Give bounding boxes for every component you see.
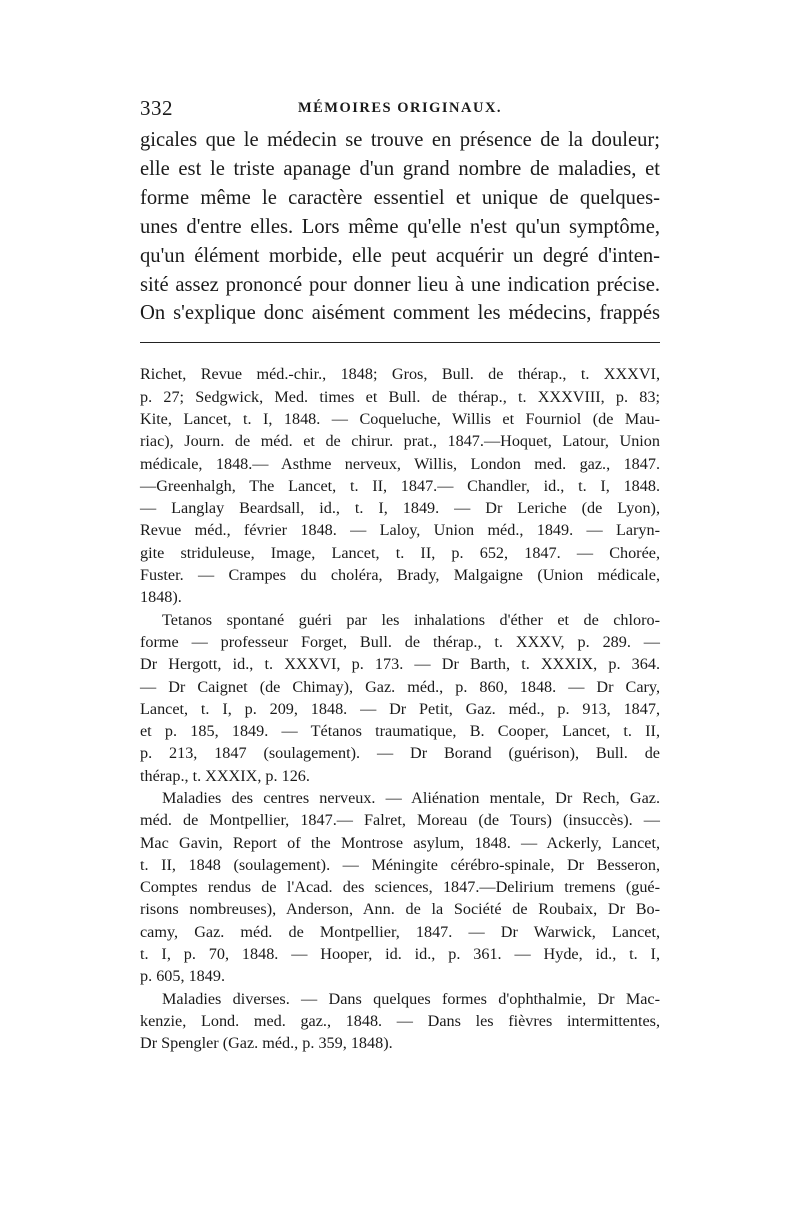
footnote-line: —Greenhalgh, The Lancet, t. II, 1847.— Chandler, id., t. I, 1848.	[140, 476, 660, 495]
text-line: gicales que le médecin se trouve en présence de la douleur;	[140, 129, 660, 151]
running-title: MÉMOIRES ORIGINAUX.	[297, 100, 503, 116]
text-line: forme même le caractère essentiel et unique de quelques-	[140, 186, 660, 209]
footnote-line: p. 27; Sedgwick, Med. times et Bull. de thérap., t. XXXVIII, p. 83;	[140, 387, 660, 406]
footnote-line: Lancet, t. I, p. 209, 1848. — Dr Petit, Gaz. méd., p. 913, 1847,	[140, 699, 660, 718]
page-header	[140, 96, 660, 126]
footnotes	[140, 363, 660, 1054]
footnote-line: Mac Gavin, Report of the Montrose asylum, 1848. — Ackerly, Lancet,	[140, 833, 660, 852]
footnote-line: méd. de Montpellier, 1847.— Falret, Moreau (de Tours) (insuccès). —	[140, 811, 660, 830]
footnote-line: p. 605, 1849.	[140, 967, 225, 986]
text-line: On s'explique donc aisément comment les médecins, frappés	[140, 302, 660, 325]
text-line: elle est le triste apanage d'un grand nombre de maladies, et	[140, 157, 660, 180]
text-line: unes d'entre elles. Lors même qu'elle n'est qu'un symptôme,	[140, 215, 660, 238]
footnote-line: Tetanos spontané guéri par les inhalations d'éther et de chloro-	[162, 610, 660, 629]
footnote-line: — Dr Caignet (de Chimay), Gaz. méd., p. 860, 1848. — Dr Cary,	[140, 677, 660, 696]
footnote-line: kenzie, Lond. med. gaz., 1848. — Dans les fièvres intermittentes,	[140, 1011, 660, 1030]
footnote-line: Comptes rendus de l'Acad. des sciences, 1847.—Delirium tremens (gué-	[140, 878, 660, 897]
footnote-line: — Langlay Beardsall, id., t. I, 1849. — Dr Leriche (de Lyon),	[140, 499, 660, 518]
footnote-line: riac), Journ. de méd. et de chirur. prat., 1847.—Hoquet, Latour, Union	[140, 432, 660, 451]
footnote-line: camy, Gaz. méd. de Montpellier, 1847. — Dr Warwick, Lancet,	[140, 922, 660, 941]
footnote-line: forme — professeur Forget, Bull. de thérap., t. XXXV, p. 289. —	[140, 632, 660, 651]
footnote-line: Richet, Revue méd.-chir., 1848; Gros, Bull. de thérap., t. XXXVI,	[140, 365, 660, 384]
main-text	[140, 126, 660, 328]
footnote-line: 1848).	[140, 588, 182, 607]
book-page	[140, 96, 660, 1055]
footnote-line: et p. 185, 1849. — Tétanos traumatique, B. Cooper, Lancet, t. II,	[140, 722, 660, 741]
footnote-line: t. II, 1848 (soulagement). — Méningite cérébro-spinale, Dr Besseron,	[140, 855, 660, 874]
footnote-line: Dr Spengler (Gaz. méd., p. 359, 1848).	[140, 1034, 393, 1053]
footnote-line: médicale, 1848.— Asthme nerveux, Willis, London med. gaz., 1847.	[140, 454, 660, 473]
text-line: sité assez prononcé pour donner lieu à une indication précise.	[140, 273, 660, 296]
footnote-line: Dr Hergott, id., t. XXXVI, p. 173. — Dr Barth, t. XXXIX, p. 364.	[140, 655, 660, 674]
page-number: 332	[140, 96, 173, 120]
footnote-line: Fuster. — Crampes du choléra, Brady, Malgaigne (Union médicale,	[140, 566, 660, 585]
footnote-line: t. I, p. 70, 1848. — Hooper, id. id., p. 361. — Hyde, id., t. I,	[140, 945, 660, 964]
footnote-line: Maladies des centres nerveux. — Aliénation mentale, Dr Rech, Gaz.	[162, 788, 660, 807]
footnote-line: Revue méd., février 1848. — Laloy, Union méd., 1849. — Laryn-	[140, 521, 660, 540]
footnote-line: thérap., t. XXXIX, p. 126.	[140, 766, 310, 785]
text-line: qu'un élément morbide, elle peut acquérir un degré d'inten-	[140, 244, 660, 267]
footnote-line: risons nombreuses), Anderson, Ann. de la Société de Roubaix, Dr Bo-	[140, 900, 660, 919]
footnote-line: gite striduleuse, Image, Lancet, t. II, p. 652, 1847. — Chorée,	[140, 543, 660, 562]
footnote-line: Maladies diverses. — Dans quelques formes d'ophthalmie, Dr Mac-	[162, 989, 660, 1008]
footnote-line: Kite, Lancet, t. I, 1848. — Coqueluche, Willis et Fourniol (de Mau-	[140, 409, 660, 428]
footnote-line: p. 213, 1847 (soulagement). — Dr Borand (guérison), Bull. de	[140, 744, 660, 763]
footnote-divider	[140, 342, 660, 343]
